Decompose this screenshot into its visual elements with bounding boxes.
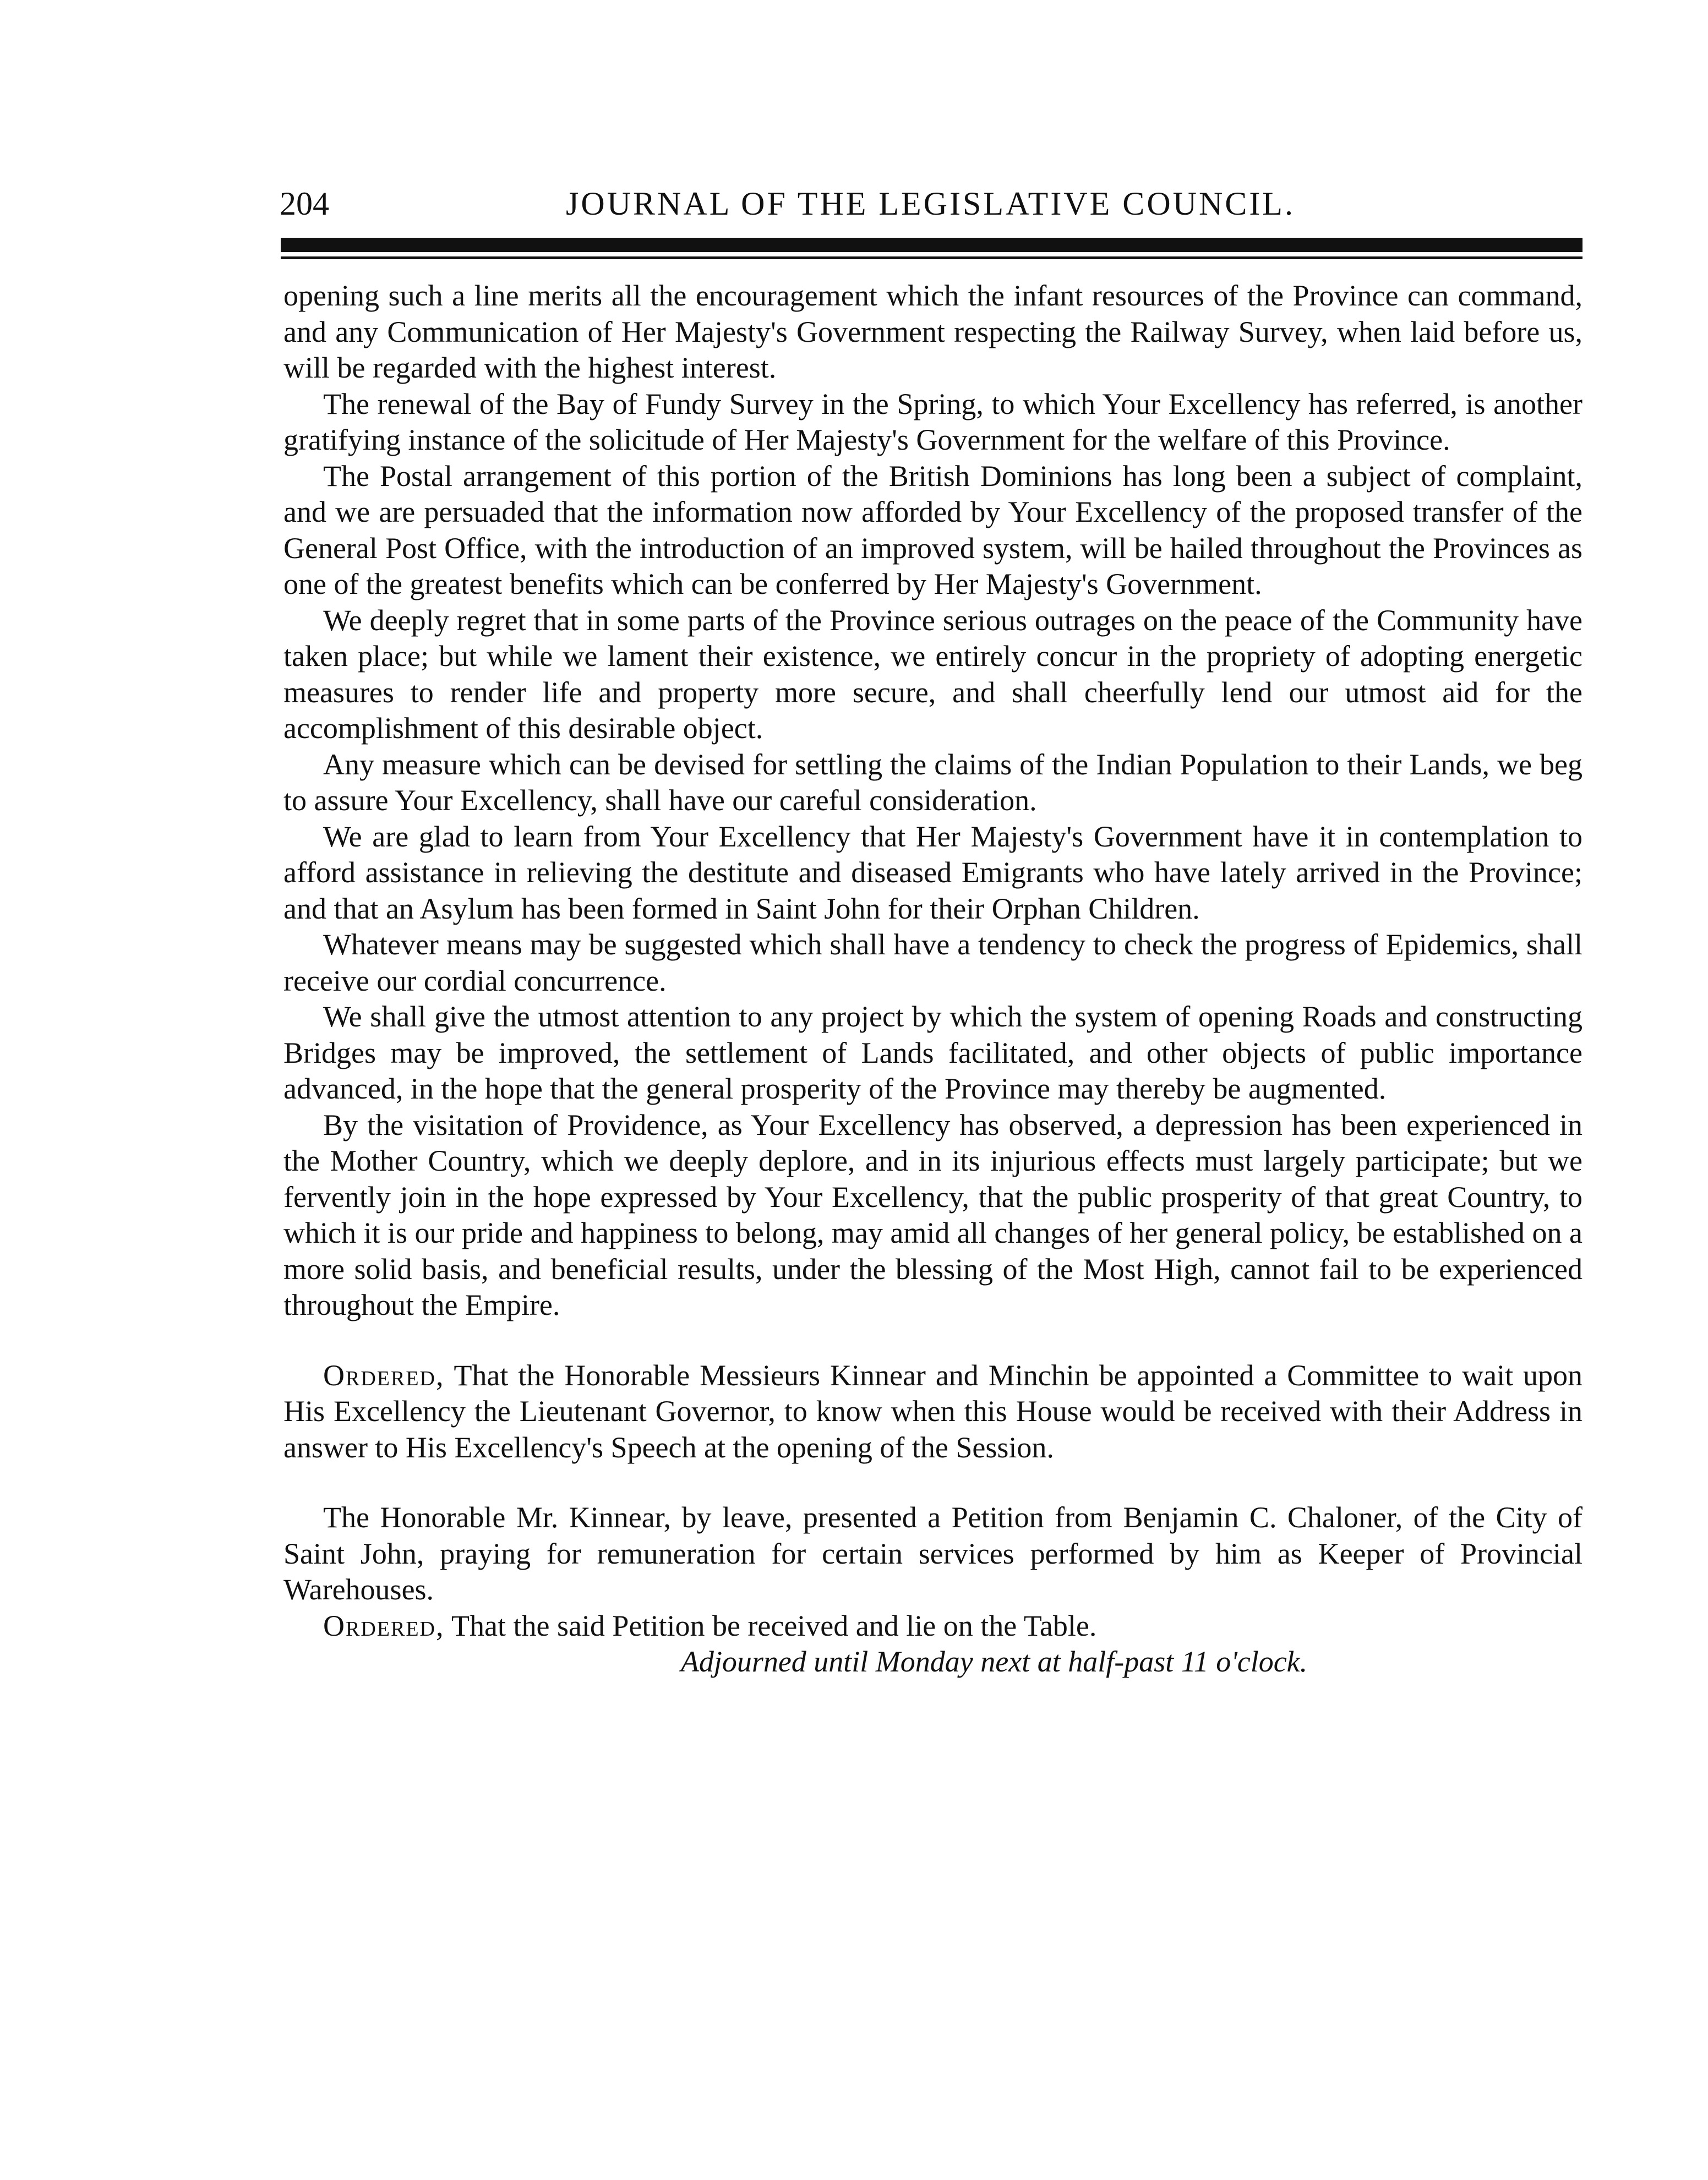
adjournment-line: Adjourned until Monday next at half-past 11 o'clock. (680, 1645, 1308, 1678)
ordered-petition-text: That the said Petition be received and lie on the Table. (444, 1609, 1097, 1642)
paragraph-roads: We shall give the utmost attention to any project by which the system of opening Roads and constructing Bridges may be improved, the settlement of Lands facilitated, and other objects of public importance advanced, in the hope that the general prosperity of the Province may thereby be augmented. (283, 1000, 1583, 1105)
paragraph-providence: By the visitation of Providence, as Your Excellency has observed, a depression has been experienced in the Mother Country, which we deeply deplore, and in its injurious effects must largely participate; but we fervently join in the hope expressed by Your Excellency, that the public prosperity of that great Country, to which it is our pride and happiness to belong, may amid all changes of her general policy, be established on a more solid basis, and beneficial results, under the blessing of the Most High, cannot fail to be experienced throughout the Empire. (283, 1108, 1583, 1321)
paragraph-emigrants: We are glad to learn from Your Excellency that Her Majesty's Government have it in contemplation to afford assistance in relieving the destitute and diseased Emigrants who have lately arrived in the Province; and that an Asylum has been formed in Saint John for their Orphan Children. (283, 819, 1583, 925)
ordered-committee-text: That the Honorable Messieurs Kinnear and Minchin be appointed a Committee to wait upon His Excellency the Lieutenant Governor, to know when this House would be received with their Address in answer to His Excellency's Speech at the opening of the Session. (283, 1358, 1583, 1464)
paragraph-petition: The Honorable Mr. Kinnear, by leave, presented a Petition from Benjamin C. Chaloner, of the City of Saint John, praying for remuneration for certain services performed by him as Keeper of Provincial Warehouses. (283, 1501, 1583, 1606)
header-rule-thick (281, 238, 1583, 252)
paragraph-fundy-survey: The renewal of the Bay of Fundy Survey in the Spring, to which Your Excellency has referred, is another gratifying instance of the solicitude of Her Majesty's Government for the welfare of this Province. (283, 387, 1583, 456)
running-title: JOURNAL OF THE LEGISLATIVE COUNCIL. (566, 185, 1295, 222)
ordered-label: Ordered, (323, 1358, 445, 1392)
paragraph-postal: The Postal arrangement of this portion of the British Dominions has long been a subject of complaint, and we are persuaded that the information now afforded by Your Excellency of the proposed transfer of the General Post Office, with the introduction of an improved system, will be hailed throughout the Provinces as one of the greatest benefits which can be conferred by Her Majesty's Government. (283, 459, 1583, 600)
paragraph-epidemics: Whatever means may be suggested which shall have a tendency to check the progress of Epidemics, shall receive our cordial concurrence. (283, 928, 1583, 997)
header-rule-thin (281, 256, 1583, 259)
paragraph-ordered-petition (283, 1608, 1583, 1644)
paragraph-railway: opening such a line merits all the encouragement which the infant resources of the Province can command, and any Communication of Her Majesty's Government respecting the Railway Survey, when laid before us, will be regarded with the highest interest. (283, 279, 1583, 384)
paragraph-indian-lands: Any measure which can be devised for settling the claims of the Indian Population to their Lands, we beg to assure Your Excellency, shall have our careful consideration. (283, 747, 1583, 817)
ordered-label: Ordered, (323, 1609, 445, 1642)
paragraph-ordered-committee (283, 1358, 1583, 1466)
paragraph-outrages: We deeply regret that in some parts of the Province serious outrages on the peace of the Community have taken place; but while we lament their existence, we entirely concur in the propriety of adopting energetic measures to render life and property more secure, and shall cheerfully lend our utmost aid for the accomplishment of this desirable object. (283, 603, 1583, 745)
page-number: 204 (280, 185, 329, 222)
body-text (283, 278, 1583, 1680)
page-header (280, 179, 1581, 234)
